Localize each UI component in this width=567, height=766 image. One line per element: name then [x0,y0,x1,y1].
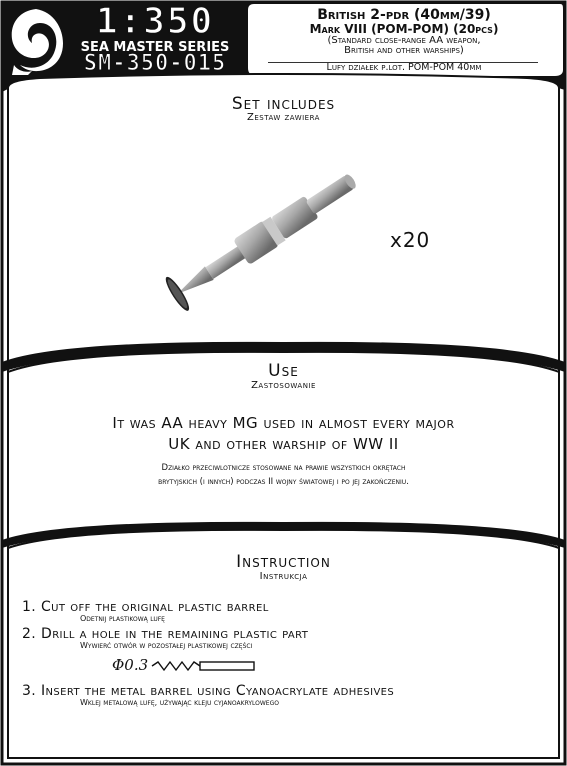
set-includes-title: Set includes [231,94,336,114]
gun-barrel-part-icon [150,155,385,315]
title-line-3: (Standard close-range AA weapon, [327,35,481,46]
use-description-en [40,413,527,455]
product-title [254,8,554,74]
title-line-4: British and other warships) [344,45,464,56]
drill-bit-icon [150,659,256,673]
use-title: Use [268,361,299,381]
series-label: SEA MASTER SERIES [80,40,230,55]
step-2-text: 2. Drill a hole in the remaining plastic part [22,626,309,642]
use-description-pl [60,461,507,489]
set-includes-subtitle: Zestaw zawiera [247,112,320,123]
step-1-polish: Odetnij plastikową lufę [80,614,165,623]
product-code: SM-350-015 [83,51,227,76]
instruction-step-1 [22,599,269,623]
title-line-2: Mark VIII (POM-POM) (20pcs) [309,22,499,36]
use-en-line-2: UK and other warship of WW II [168,435,399,453]
drill-size-label: Φ0.3 [112,656,149,674]
use-pl-line-2: brytyjskich (i innych) podczas II wojny światowej i po jej zakończeniu. [158,477,409,487]
use-pl-line-1: Działko przeciwlotnicze stosowane na prawie wszystkich okrętach [161,463,406,473]
instruction-step-2 [22,626,309,650]
quantity-label: x20 [390,228,431,252]
use-subtitle: Zastosowanie [251,380,316,391]
title-line-1: British 2-pdr (40mm/39) [317,7,491,23]
title-divider [268,62,538,63]
step-1-text: 1. Cut off the original plastic barrel [22,599,269,615]
instruction-title: Instruction [236,552,331,572]
use-en-line-1: It was AA heavy MG used in almost every major [112,414,455,432]
instruction-subtitle: Instrukcja [259,571,308,582]
step-3-text: 3. Insert the metal barrel using Cyanoacrylate adhesives [22,683,395,699]
scale-label: 1:350 [95,1,215,42]
step-3-polish: Wklej metalową lufę, używając kleju cyjanoakrylowego [80,698,279,707]
instruction-step-3 [22,683,395,707]
sea-master-logo-icon [6,5,64,75]
step-2-polish: Wywierć otwór w pozostałej plastikowej części [80,641,253,650]
title-polish: Lufy działek p.lot. POM-POM 40mm [326,62,482,73]
